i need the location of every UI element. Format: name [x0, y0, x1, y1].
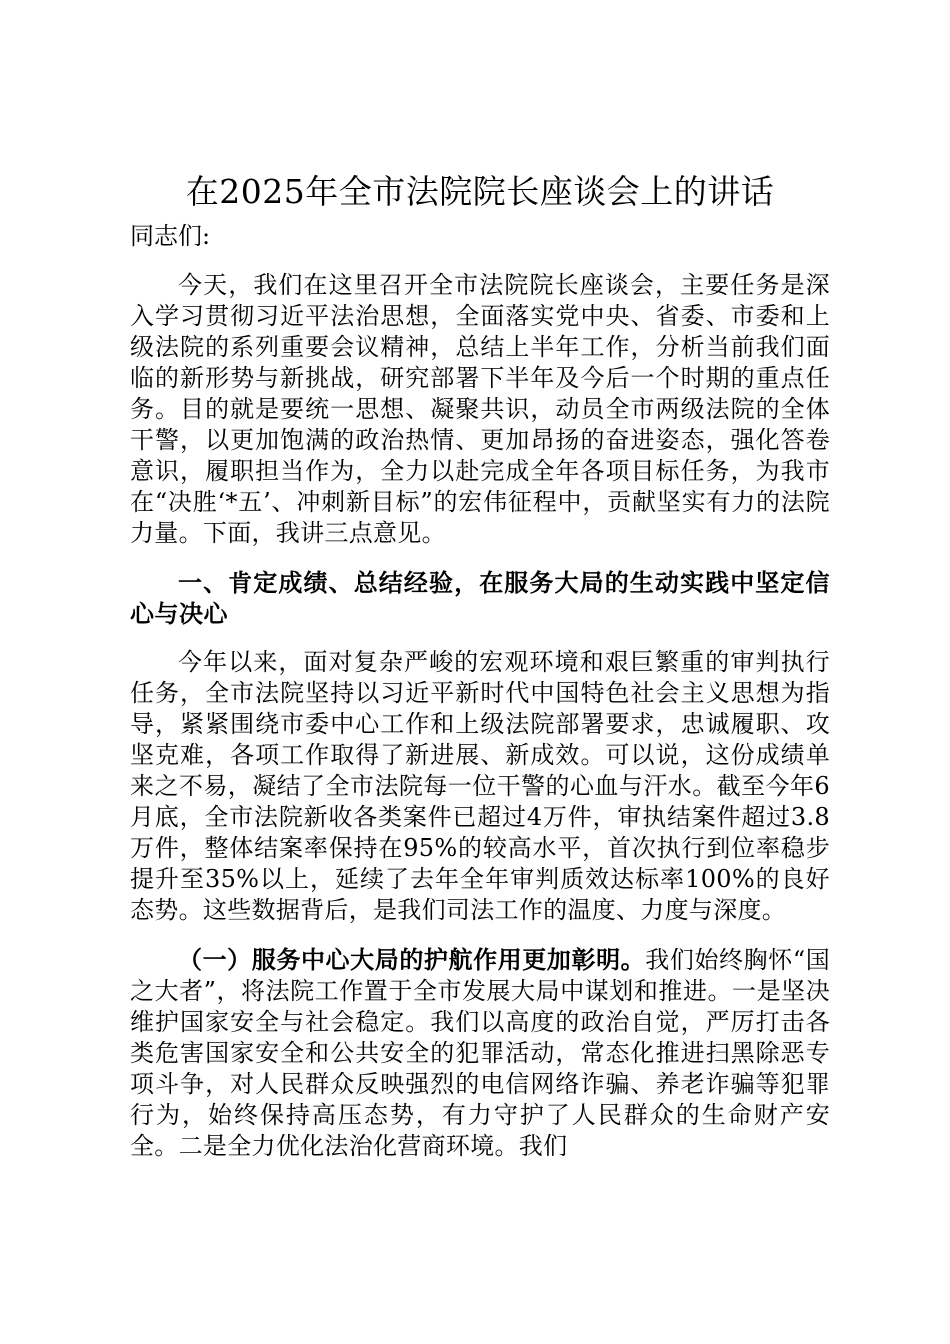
subsection-body-1: 我们始终胸怀“国之大者”，将法院工作置于全市发展大局中谋划和推进。一是坚决维护国家安全与社会稳定。我们以高度的政治自觉，严厉打击各类危害国家安全和公共安全的犯罪活动，常态化推进扫黑除恶专项斗争，对人民群众反映强烈的电信网络诈骗、养老诈骗等犯罪行为，始终保持高压态势，有力守护了人民群众的生命财产安全。二是全力优化法治化营商环境。我们: [130, 946, 831, 1160]
section-heading-1: 一、肯定成绩、总结经验，在服务大局的生动实践中坚定信心与决心: [130, 568, 830, 628]
paragraph-subsection-1: [130, 944, 830, 1162]
paragraph-achievements: 今年以来，面对复杂严峻的宏观环境和艰巨繁重的审判执行任务，全市法院坚持以习近平新时代中国特色社会主义思想为指导，紧紧围绕市委中心工作和上级法院部署要求，忠诚履职、攻坚克难，各项工作取得了新进展、新成效。可以说，这份成绩单来之不易，凝结了全市法院每一位干警的心血与汗水。截至今年6月底，全市法院新收各类案件已超过4万件，审执结案件超过3.8万件，整体结案率保持在95%的较高水平，首次执行到位率稳步提升至35%以上，延续了去年全年审判质效达标率100%的良好态势。这些数据背后，是我们司法工作的温度、力度与深度。: [130, 648, 830, 924]
salutation: 同志们:: [130, 222, 211, 250]
paragraph-opening: 今天，我们在这里召开全市法院院长座谈会，主要任务是深入学习贯彻习近平法治思想，全面落实党中央、省委、市委和上级法院的系列重要会议精神，总结上半年工作，分析当前我们面临的新形势与新挑战，研究部署下半年及今后一个时期的重点任务。目的就是要统一思想、凝聚共识，动员全市两级法院的全体干警，以更加饱满的政治热情、更加昂扬的奋进姿态，强化答卷意识，履职担当作为，全力以赴完成全年各项目标任务，为我市在“决胜‘*五’、冲刺新目标”的宏伟征程中，贡献坚实有力的法院力量。下面，我讲三点意见。: [130, 271, 830, 547]
subsection-heading-1: （一）服务中心大局的护航作用更加彰明。: [178, 945, 646, 974]
document-page: [130, 165, 830, 1180]
document-title: 在2025年全市法院院长座谈会上的讲话: [185, 172, 775, 211]
